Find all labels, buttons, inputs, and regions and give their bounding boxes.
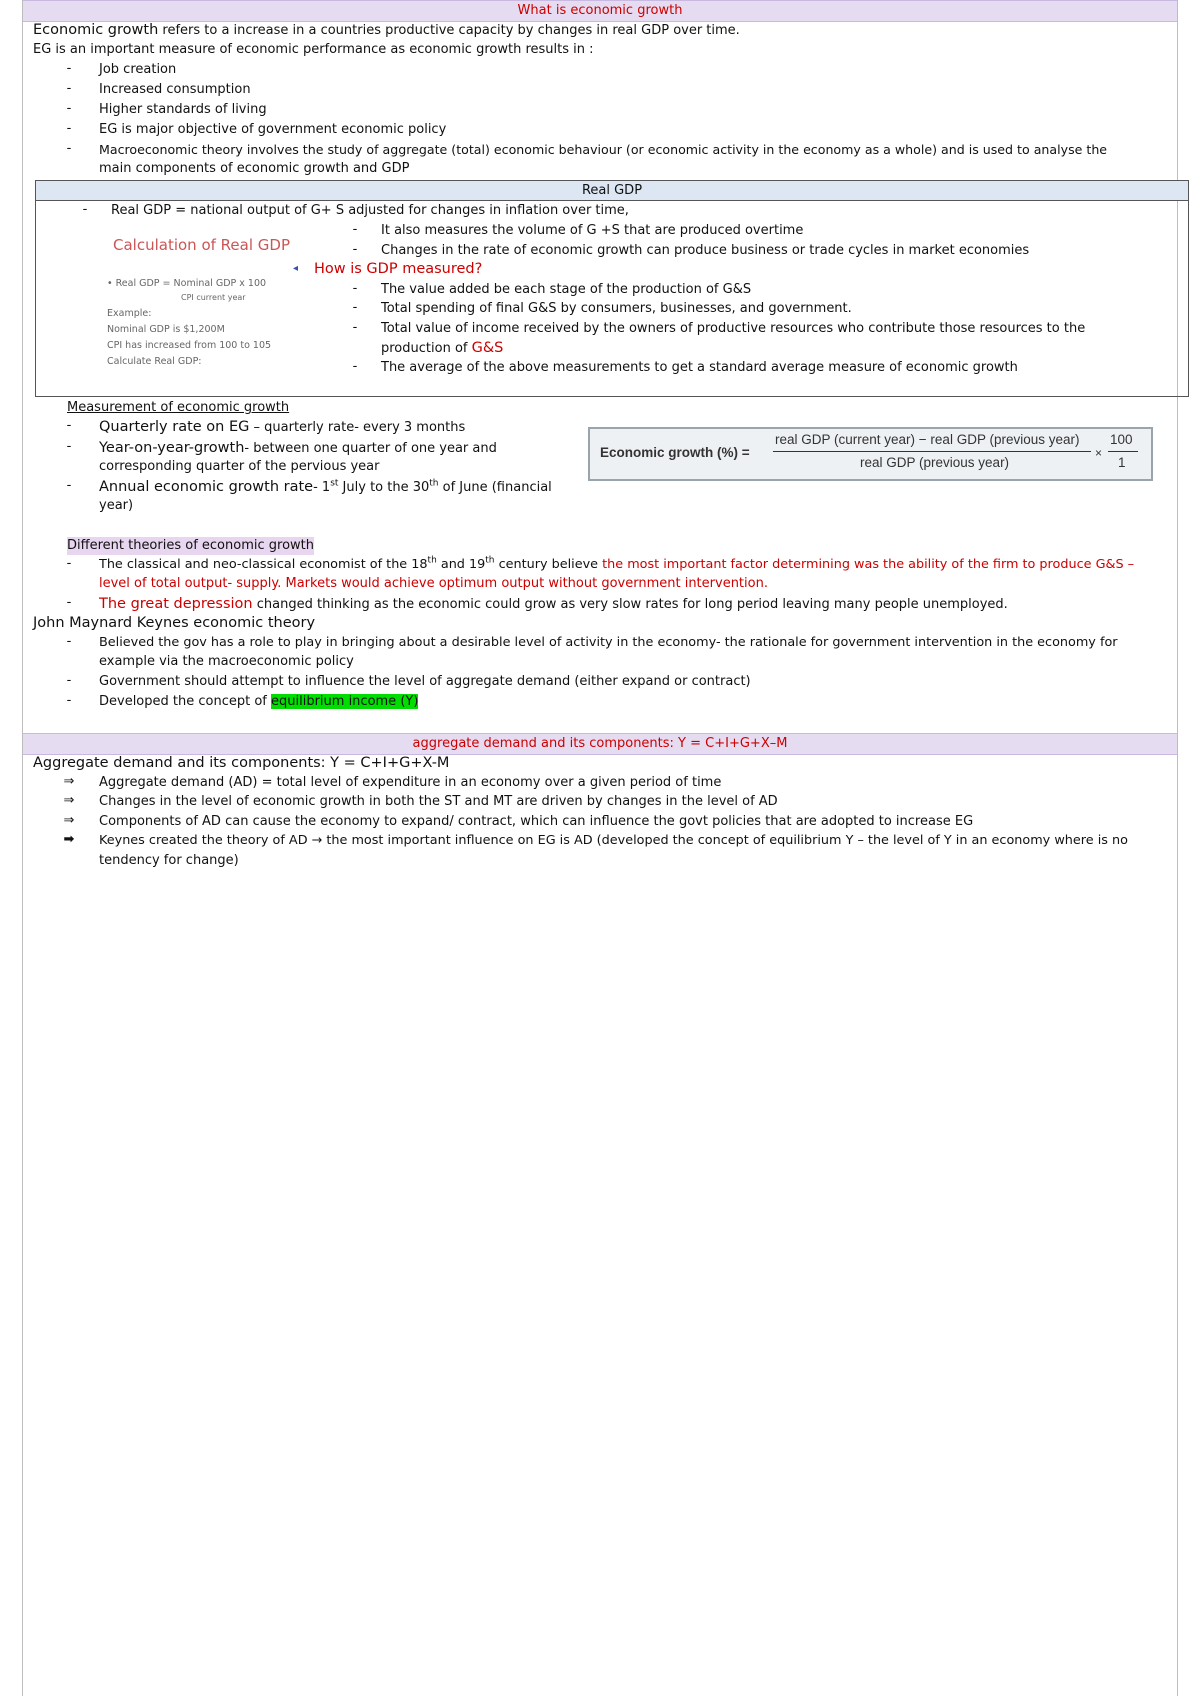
item-rest: - 1 — [313, 480, 331, 495]
arrow-icon: ⇒ — [63, 774, 75, 789]
measurement-item-cont: corresponding quarter of the pervious year — [99, 459, 380, 474]
intro-rest: refers to a increase in a countries productive capacity by changes in real GDP over time. — [158, 23, 740, 38]
list-item: Macroeconomic theory involves the study of aggregate (total) economic behaviour (or economic activity in the economy as a whole) and is used to analyse the — [99, 142, 1108, 157]
arrow-icon: ➡ — [63, 832, 75, 847]
bullet-dash: - — [66, 418, 72, 433]
text: The classical and neo-classical economist of the 18 — [99, 557, 428, 572]
formula-1: 1 — [1118, 455, 1126, 470]
ad-item-cont: tendency for change) — [99, 853, 239, 868]
intro-lead: Economic growth — [33, 22, 159, 38]
calc-line: CPI has increased from 100 to 105 — [107, 340, 272, 351]
ordinal: st — [330, 478, 339, 489]
list-item: Higher standards of living — [99, 102, 267, 117]
measure-item-cont — [381, 339, 503, 358]
keynes-item: Government should attempt to influence the level of aggregate demand (either expand or contract) — [99, 674, 751, 689]
ad-item: Keynes created the theory of AD → the most important influence on EG is AD (developed the concept of equilibrium Y – the level of Y in an economy where is no — [99, 833, 1128, 848]
bullet-dash: - — [352, 242, 358, 257]
ad-item: Changes in the level of economic growth in both the ST and MT are driven by changes in the level of AD — [99, 794, 778, 809]
calc-line: • Real GDP = Nominal GDP x 100 — [107, 278, 267, 289]
formula-lhs: Economic growth (%) = — [600, 445, 750, 460]
section-header-economic-growth: What is economic growth — [23, 0, 1177, 22]
keynes-item — [99, 693, 418, 711]
red-text: the most important factor determining was the ability of the firm to produce G&S – — [602, 557, 1135, 572]
list-item: EG is major objective of government economic policy — [99, 122, 447, 137]
arrow-icon: ⇒ — [63, 813, 75, 828]
bullet-dash: - — [352, 359, 358, 374]
item-lead: Annual economic growth rate — [99, 479, 314, 495]
bullet-dash: - — [66, 478, 72, 493]
item-rest: – quarterly rate- every 3 months — [249, 420, 466, 435]
measure-item: Total value of income received by the owners of productive resources who contribute those resources to the — [381, 321, 1086, 336]
item-rest: of June (financial — [438, 480, 552, 495]
real-gdp-bullet: It also measures the volume of G +S that are produced overtime — [381, 223, 804, 238]
list-item: Job creation — [99, 62, 177, 77]
text: Developed the concept of — [99, 694, 271, 709]
item-lead: Quarterly rate on EG — [99, 419, 250, 435]
bullet-dash: - — [66, 141, 72, 156]
item-rest: July to the 30 — [338, 480, 430, 495]
calc-line: Nominal GDP is $1,200M — [107, 324, 225, 335]
bullet-dash: - — [66, 673, 72, 688]
calc-line: Example: — [107, 308, 152, 319]
fraction-bar — [773, 451, 1091, 452]
calc-title: Calculation of Real GDP — [113, 236, 290, 254]
measurement-item — [99, 439, 497, 458]
text: changed thinking as the economic could grow as very slow rates for long period leaving many people unemployed. — [252, 597, 1008, 612]
ordinal: th — [485, 555, 495, 566]
formula-numerator: real GDP (current year) − real GDP (previous year) — [775, 432, 1080, 447]
bullet-dash: - — [82, 202, 88, 217]
measurement-item — [99, 478, 552, 497]
item-rest: - between one quarter of one year and — [244, 441, 497, 456]
intro-line — [33, 21, 740, 40]
great-depression-line — [99, 595, 1008, 614]
bullet-dash: - — [66, 556, 72, 571]
ad-title: Aggregate demand and its components: Y = C+I+G+X-M — [33, 755, 450, 771]
real-gdp-header: Real GDP — [36, 181, 1188, 201]
formula-denominator: real GDP (previous year) — [860, 455, 1010, 470]
bullet-dash: - — [66, 693, 72, 708]
document-page — [22, 0, 1178, 1696]
fraction-bar — [1108, 451, 1138, 452]
theories-title: Different theories of economic growth — [67, 538, 314, 553]
real-gdp-bullet: Changes in the rate of economic growth can produce business or trade cycles in market economies — [381, 243, 1030, 258]
ad-item: Components of AD can cause the economy to expand/ contract, which can influence the govt policies that are adopted to increase EG — [99, 814, 974, 829]
measurement-title: Measurement of economic growth — [67, 400, 290, 415]
bullet-dash: - — [352, 281, 358, 296]
bullet-dash: - — [66, 595, 72, 610]
gs-highlight: G&S — [471, 340, 504, 356]
calc-line: Calculate Real GDP: — [107, 356, 202, 367]
bullet-dash: - — [352, 300, 358, 315]
ordinal: th — [429, 478, 439, 489]
ordinal: th — [427, 555, 437, 566]
red-text: The great depression — [99, 596, 253, 612]
arrow-icon: ◂ — [293, 263, 299, 274]
calculation-image — [103, 236, 323, 386]
growth-formula — [588, 427, 1153, 481]
bullet-dash: - — [352, 222, 358, 237]
measure-item: The average of the above measurements to get a standard average measure of economic growth — [381, 360, 1018, 375]
text: and 19 — [436, 557, 486, 572]
green-highlight: equilibrium income (Y) — [271, 694, 419, 709]
measure-item: The value added be each stage of the production of G&S — [381, 282, 752, 297]
measure-item: Total spending of final G&S by consumers, businesses, and government. — [381, 301, 852, 316]
keynes-item-cont: example via the macroeconomic policy — [99, 654, 354, 669]
section-header-aggregate-demand: aggregate demand and its components: Y = C+I+G+X–M — [23, 733, 1177, 755]
bullet-dash: - — [66, 81, 72, 96]
list-item: Increased consumption — [99, 82, 251, 97]
theory-classical — [99, 556, 1134, 574]
measurement-item-cont: year) — [99, 498, 134, 513]
real-gdp-definition: Real GDP = national output of G+ S adjusted for changes in inflation over time, — [111, 203, 629, 218]
measurement-item — [99, 418, 465, 437]
bullet-dash: - — [66, 634, 72, 649]
bullet-dash: - — [352, 320, 358, 335]
intro-line2: EG is an important measure of economic performance as economic growth results in : — [33, 42, 594, 57]
bullet-dash: - — [66, 101, 72, 116]
how-gdp-measured: How is GDP measured? — [314, 261, 483, 277]
arrow-icon: ⇒ — [63, 793, 75, 808]
theory-classical-cont: level of total output- supply. Markets would achieve optimum output without government intervention. — [99, 576, 768, 591]
keynes-title: John Maynard Keynes economic theory — [33, 615, 316, 631]
formula-100: 100 — [1110, 432, 1133, 447]
formula-times: × — [1095, 446, 1103, 460]
keynes-item: Believed the gov has a role to play in bringing about a desirable level of activity in the economy- the rationale for government intervention in the economy for — [99, 635, 1118, 650]
calc-line: CPI current year — [181, 293, 246, 302]
ad-item: Aggregate demand (AD) = total level of expenditure in an economy over a given period of time — [99, 775, 722, 790]
item-lead: Year-on-year-growth — [99, 440, 245, 456]
bullet-dash: - — [66, 61, 72, 76]
measure-item-text: production of — [381, 341, 472, 356]
text: century believe — [494, 557, 603, 572]
bullet-dash: - — [66, 121, 72, 136]
bullet-dash: - — [66, 439, 72, 454]
list-item-cont: main components of economic growth and GDP — [99, 161, 410, 176]
